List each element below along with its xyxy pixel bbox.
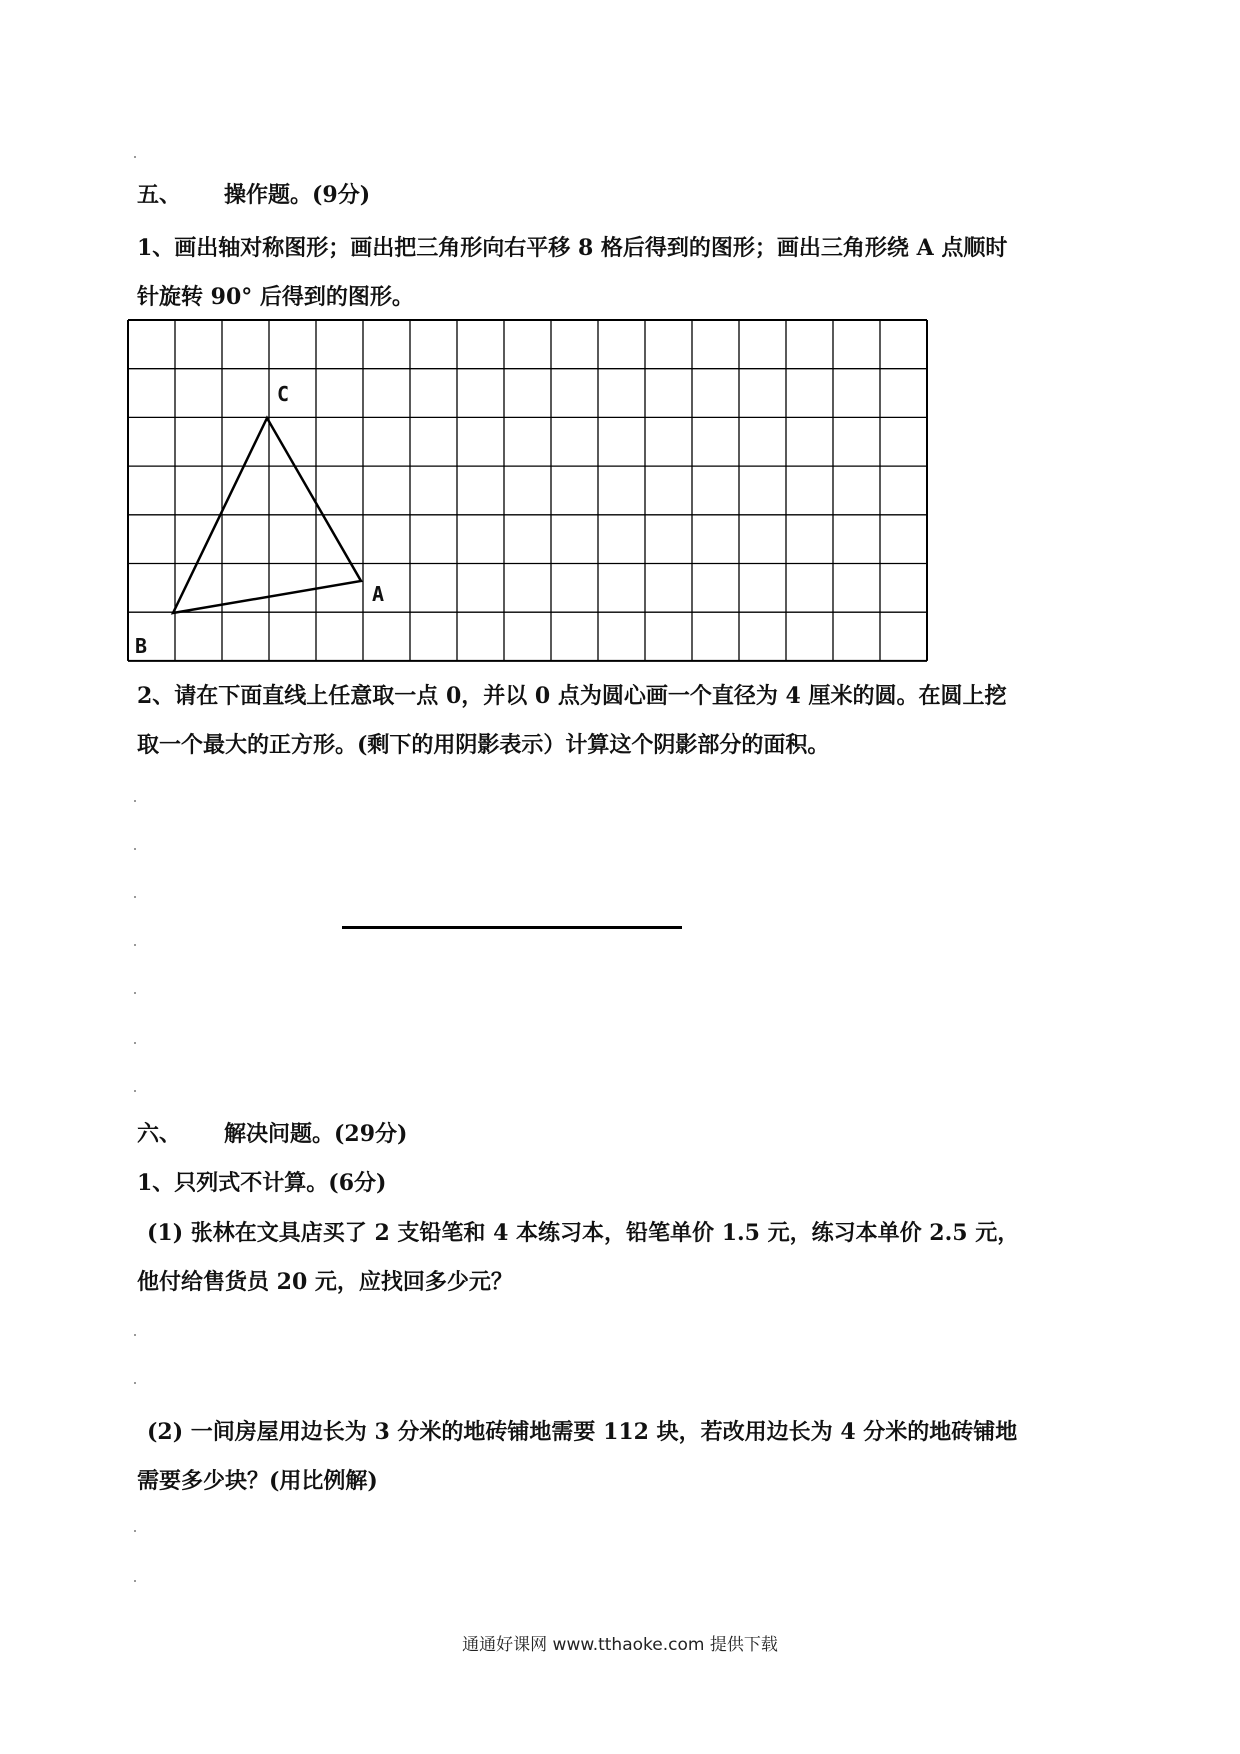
margin-dot xyxy=(134,1382,136,1384)
margin-dot xyxy=(134,800,136,802)
margin-dot xyxy=(134,944,136,946)
grid-figure xyxy=(126,318,934,674)
margin-dot xyxy=(134,1530,136,1532)
point-a-label: A xyxy=(372,582,385,606)
margin-dot xyxy=(134,1580,136,1582)
triangle-abc xyxy=(173,418,361,613)
sub-question-1: 1、只列式不计算。(6分) xyxy=(137,1170,387,1196)
problem-1-line-1: (1) 张林在文具店买了 2 支铅笔和 4 本练习本，铅笔单价 1.5 元，练习本单价 2.5 元， xyxy=(147,1220,1020,1246)
margin-dot xyxy=(134,1042,136,1044)
point-b-label: B xyxy=(135,634,148,658)
margin-dot xyxy=(134,896,136,898)
question-1-line-1: 1、画出轴对称图形；画出把三角形向右平移 8 格后得到的图形；画出三角形绕 A 点顺时 xyxy=(137,235,1008,261)
problem-1-line-2: 他付给售货员 20 元，应找回多少元？ xyxy=(137,1269,513,1295)
question-1-line-2: 针旋转 90° 后得到的图形。 xyxy=(137,284,414,310)
grid-lines xyxy=(128,320,927,661)
point-c-label: C xyxy=(277,382,290,406)
section-5-title: 操作题。(9分) xyxy=(224,182,371,208)
question-2-line-2: 取一个最大的正方形。(剩下的用阴影表示）计算这个阴影部分的面积。 xyxy=(137,732,830,758)
problem-2-line-2: 需要多少块？(用比例解) xyxy=(137,1468,378,1494)
margin-dot xyxy=(134,1334,136,1336)
drawing-line xyxy=(342,926,682,929)
margin-dot xyxy=(134,156,136,158)
margin-dot xyxy=(134,992,136,994)
problem-2-line-1: (2) 一间房屋用边长为 3 分米的地砖铺地需要 112 块，若改用边长为 4 分米的地砖铺地 xyxy=(147,1419,1018,1445)
section-6-title: 解决问题。(29分) xyxy=(224,1121,408,1147)
margin-dot xyxy=(134,848,136,850)
footer-source: 通通好课网 www.tthaoke.com 提供下载 xyxy=(462,1635,778,1655)
section-6-number: 六、 xyxy=(137,1121,182,1147)
section-5-number: 五、 xyxy=(137,182,182,208)
margin-dot xyxy=(134,1090,136,1092)
question-2-line-1: 2、请在下面直线上任意取一点 0，并以 0 点为圆心画一个直径为 4 厘米的圆。在圆上挖 xyxy=(137,683,1007,709)
